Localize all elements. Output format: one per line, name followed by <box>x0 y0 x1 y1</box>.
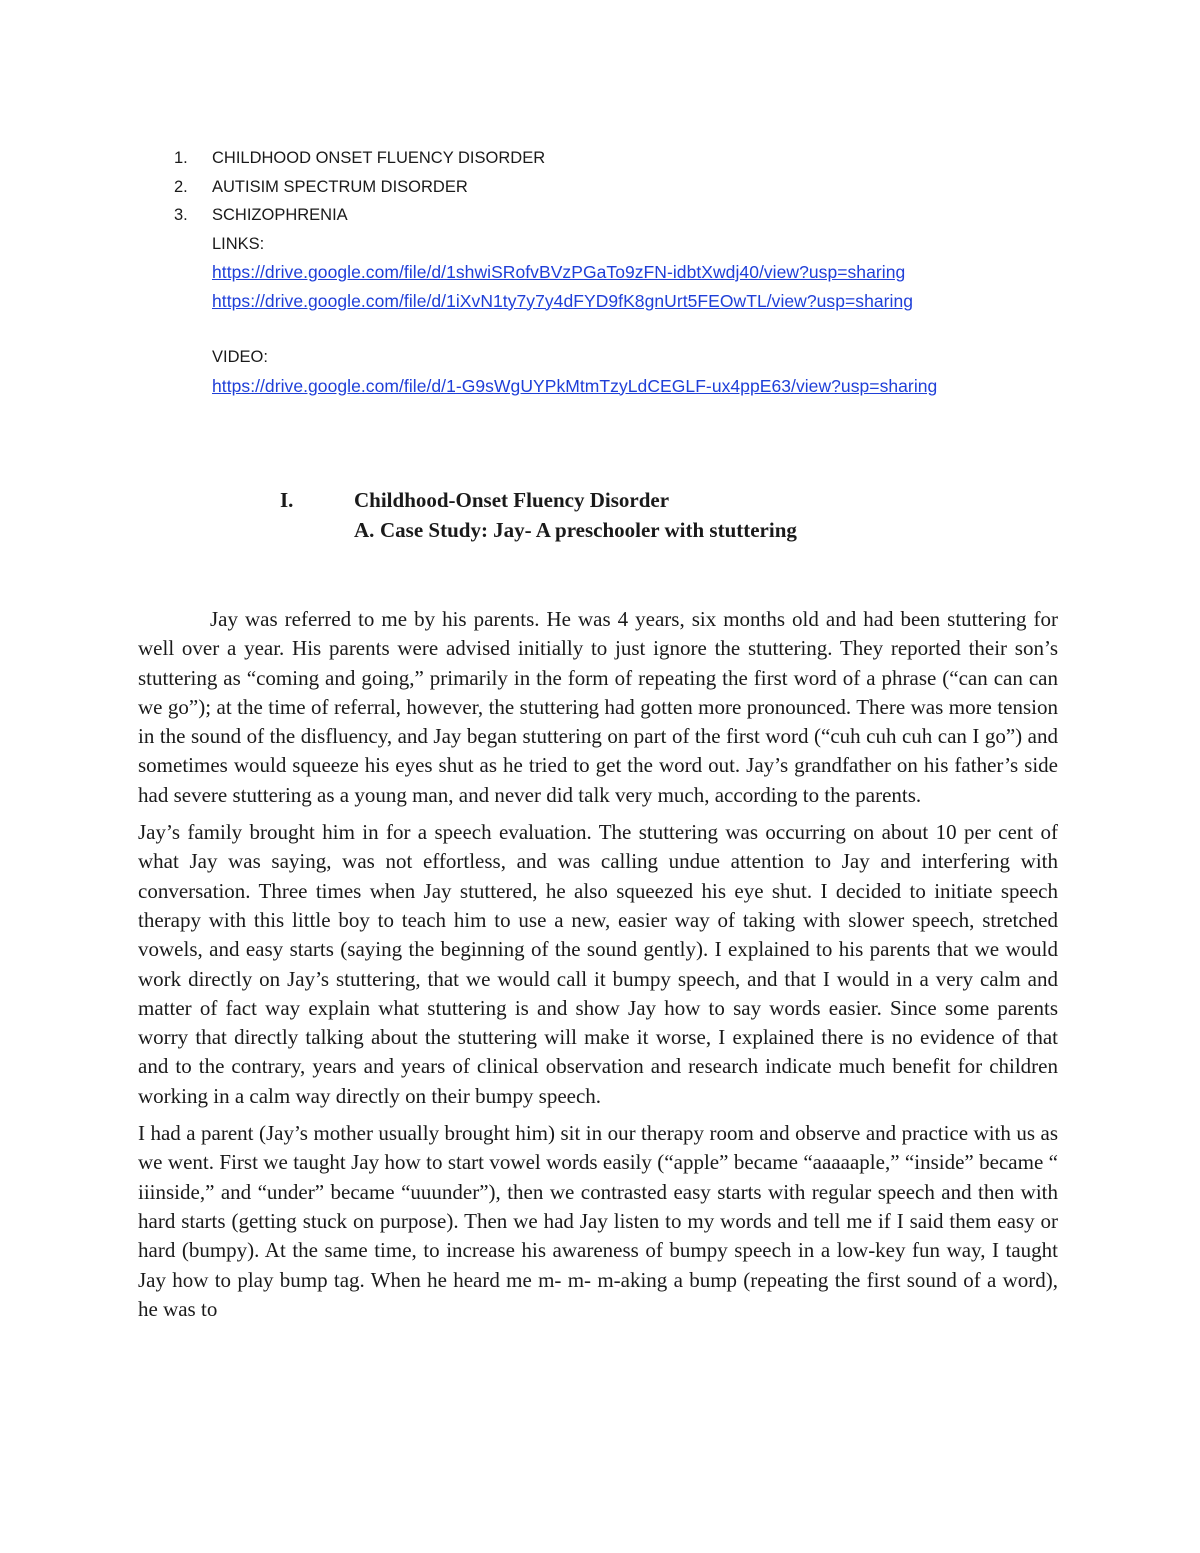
list-number: 2. <box>174 177 188 196</box>
video-link[interactable]: https://drive.google.com/file/d/1-G9sWgUYPkMtmTzyLdCEGLF-ux4ppE63/view?usp=sharing <box>212 375 938 396</box>
link-row <box>168 258 1068 287</box>
section-number: I. <box>280 488 294 512</box>
list-item <box>168 173 1068 202</box>
list-item <box>168 201 1068 230</box>
paragraph: Jay was referred to me by his parents. He was 4 years, six months old and had been stuttering for well over a year. His parents were advised initially to just ignore the stuttering. They reported their son’s stuttering as “coming and going,” primarily in the form of repeating the first word of a phrase (“can can can we go”); at the time of referral, however, the stuttering had gotten more pronounced. There was more tension in the sound of the disfluency, and Jay began stuttering on part of the first word (“cuh cuh cuh can I go”) and sometimes would squeeze his eyes shut as he tried to get the word out. Jay’s grandfather on his father’s side had severe stuttering as a young man, and never did talk very much, according to the parents. <box>138 607 1058 807</box>
list-item <box>168 144 1068 173</box>
section-title: Childhood-Onset Fluency Disorder <box>354 488 670 512</box>
subsection-letter: A. <box>354 518 375 542</box>
disorder-list <box>168 144 1068 400</box>
spacer <box>168 315 1068 343</box>
list-number: 1. <box>174 149 188 167</box>
link-row <box>168 372 1068 401</box>
drive-link-2[interactable]: https://drive.google.com/file/d/1iXvN1ty7y7y4dFYD9fK8gnUrt5FEOwTL/view?usp=sharing <box>212 290 914 311</box>
video-label: VIDEO: <box>212 348 268 366</box>
list-number: 3. <box>174 206 188 224</box>
case-study-body <box>138 605 1058 1332</box>
links-label: LINKS: <box>212 234 265 253</box>
paragraph: Jay’s family brought him in for a speech evaluation. The stuttering was occurring on about 10 per cent of what Jay was saying, was not effortless, and was calling undue attention to Jay and interfering with conversation. Three times when Jay stuttered, he also squeezed his eye shut. I decided to initiate speech therapy with this little boy to teach him to use a new, easier way of taking with slower speech, stretched vowels, and easy starts (saying the beginning of the sound gently). I explained to his parents that we would work directly on Jay’s stuttering, that we would call it bumpy speech, and that I would in a very calm and matter of fact way explain what stuttering is and show Jay how to say words easier. Since some parents worry that directly talking about the stuttering will make it worse, I explained there is no evidence of that and to the contrary, years and years of clinical observation and research indicate much benefit for children working in a calm way directly on their bumpy speech. <box>138 820 1058 1108</box>
subsection-title: Case Study: Jay- A preschooler with stuttering <box>380 518 797 542</box>
paragraph: I had a parent (Jay’s mother usually brought him) sit in our therapy room and observe and practice with us as we went. First we taught Jay how to start vowel words easily (“apple” became “aaaaaple,” “inside” became “ iiinside,” and “under” became “uuunder”), then we contrasted easy starts with regular speech and then with hard starts (getting stuck on purpose). Then we had Jay listen to my words and tell me if I said them easy or hard (bumpy). At the same time, to increase his awareness of bumpy speech in a low-key fun way, I taught Jay how to play bump tag. When he heard me m- m- m-aking a bump (repeating the first sound of a word), he was to <box>138 1121 1058 1321</box>
list-text: CHILDHOOD ONSET FLUENCY DISORDER <box>212 149 546 167</box>
list-text: AUTISIM SPECTRUM DISORDER <box>212 177 468 196</box>
list-text: SCHIZOPHRENIA <box>212 206 348 224</box>
link-row <box>168 287 1068 316</box>
drive-link-1[interactable]: https://drive.google.com/file/d/1shwiSRofvBVzPGaTo9zFN-idbtXwdj40/view?usp=sharing <box>212 262 906 282</box>
